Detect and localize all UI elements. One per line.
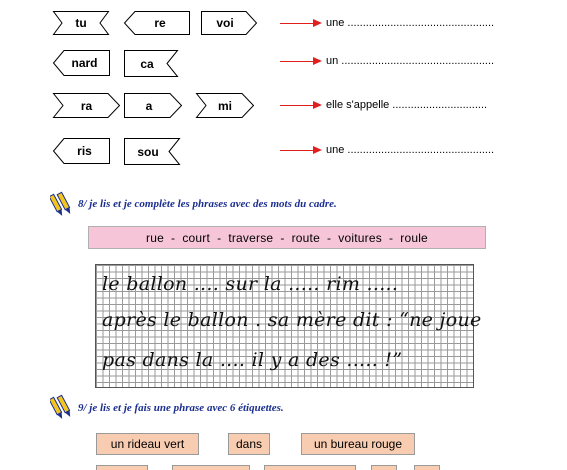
arrow-head-icon — [313, 57, 322, 65]
syllable-tag-sou[interactable] — [124, 138, 180, 165]
fill-line: elle s'appelle ............................... — [326, 99, 488, 111]
syllable-tag-label: a — [145, 98, 153, 113]
arrow-line — [280, 150, 314, 151]
syllable-tag-label: ca — [140, 56, 154, 71]
syllable-tag-re[interactable] — [124, 11, 190, 35]
syllable-tag-label: re — [154, 16, 166, 30]
syllable-tag-label: nard — [71, 56, 98, 70]
handwriting-line: le ballon .... sur la ..... rim ..... — [102, 273, 399, 295]
exercise-8-instruction: 8/ je lis et je complète les phrases avec des mots du cadre. — [78, 198, 337, 210]
syllable-tag-label: mi — [217, 98, 232, 113]
label-partial[interactable] — [96, 465, 148, 470]
syllable-tag-nard[interactable] — [53, 50, 110, 76]
syllable-tag-label: sou — [137, 144, 159, 159]
handwriting-line: après le ballon . sa mère dit : “ne joue — [102, 309, 482, 331]
label-partial[interactable] — [264, 465, 356, 470]
arrow-line — [280, 23, 314, 24]
label-partial[interactable] — [414, 465, 440, 470]
syllable-tag-ca[interactable] — [124, 50, 178, 77]
syllable-tag-ris[interactable] — [53, 138, 110, 164]
fill-line: une ................................................ — [326, 17, 495, 29]
fill-line: un .................................................. — [326, 55, 495, 67]
arrow-line — [280, 61, 314, 62]
pencil-icon — [50, 191, 72, 217]
arrow-head-icon — [313, 19, 322, 27]
syllable-tag-label: ra — [80, 98, 93, 113]
syllable-tag-voi[interactable] — [201, 11, 257, 35]
label-partial[interactable] — [172, 465, 250, 470]
syllable-tag-label: voi — [216, 16, 234, 30]
handwriting-grid — [95, 264, 482, 388]
syllable-tag-label: ris — [77, 144, 92, 158]
syllable-tag-mi[interactable] — [196, 93, 254, 118]
pencil-icon — [50, 394, 72, 420]
label-partial[interactable] — [371, 465, 397, 470]
syllable-tag-label: tu — [75, 16, 87, 30]
arrow-line — [280, 105, 314, 106]
arrow-head-icon — [313, 101, 322, 109]
arrow-head-icon — [313, 146, 322, 154]
handwriting-line: pas dans la .... il y a des ..... !” — [102, 349, 403, 371]
syllable-tag-a[interactable] — [124, 93, 182, 118]
exercise-9-instruction: 9/ je lis et je fais une phrase avec 6 étiquettes. — [78, 402, 284, 414]
word-box: rue - court - traverse - route - voitures - roule — [88, 226, 486, 249]
label-un-bureau-rouge[interactable]: un bureau rouge — [301, 433, 415, 455]
label-dans[interactable]: dans — [228, 433, 270, 455]
fill-line: une ................................................ — [326, 144, 495, 156]
syllable-tag-tu[interactable] — [53, 11, 109, 35]
syllable-tag-ra[interactable] — [53, 93, 120, 118]
label-un-rideau-vert[interactable]: un rideau vert — [96, 433, 199, 455]
